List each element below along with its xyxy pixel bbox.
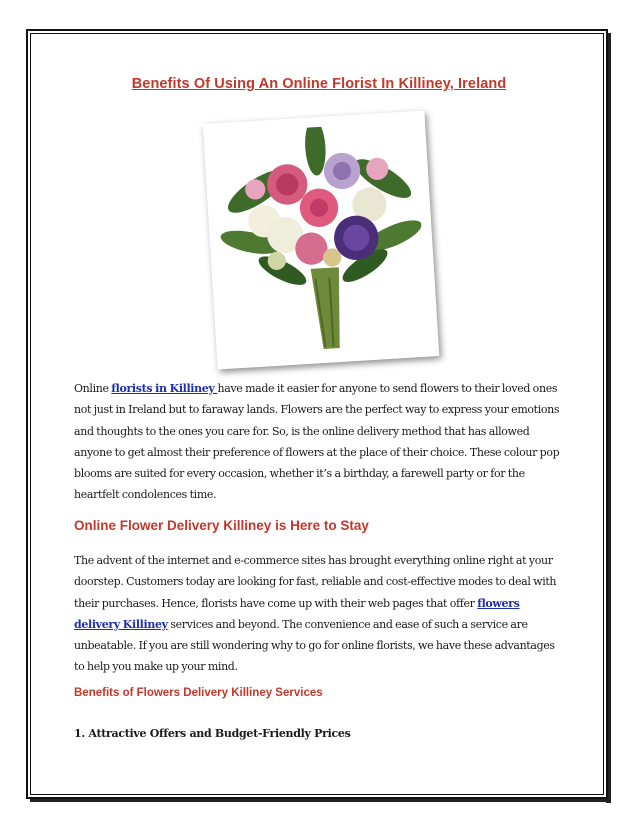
document-title: Benefits Of Using An Online Florist In Killiney, Ireland: [131, 76, 507, 92]
delivery-text-start: The advent of the internet and e-commerce sites has brought everything online right at your doorstep. Customers today are looking for fast, reliable and cost-effective modes to deal with their purchases. Hence, florists have come up with their web pages that offer: [74, 554, 557, 610]
subheading-offers: 1. Attractive Offers and Budget-Friendly Prices: [74, 727, 351, 740]
intro-text-start: Online: [74, 382, 112, 395]
section-heading-benefits: Benefits of Flowers Delivery Killiney Services: [74, 687, 323, 699]
intro-paragraph: [74, 378, 566, 506]
delivery-text-rest: services and beyond. The convenience and ease of such a service are unbeatable. If you are still wondering why to go for online florists, we have these advantages to help you make up your mind.: [74, 617, 555, 674]
flowers-delivery-killiney-link[interactable]: flowers delivery Killiney: [74, 596, 520, 631]
section-heading-delivery: Online Flower Delivery Killiney is Here to Stay: [74, 518, 369, 533]
florists-in-killiney-link[interactable]: florists in Killiney: [111, 382, 218, 395]
bouquet-illustration: [213, 121, 428, 359]
bouquet-photo: [203, 110, 440, 369]
delivery-paragraph: [74, 550, 566, 678]
intro-text-rest: have made it easier for anyone to send flowers to their loved ones not just in Ireland but to faraway lands. Flowers are the perfect way to express your emotions and thoughts to the ones you care for. So, is the online delivery method that has allowed anyone to get almost their preference of flowers at the place of their choice. These colour pop blooms are suited for every occasion, whether it’s a birthday, a farewell party or for the heartfelt condolences time.: [74, 382, 560, 502]
